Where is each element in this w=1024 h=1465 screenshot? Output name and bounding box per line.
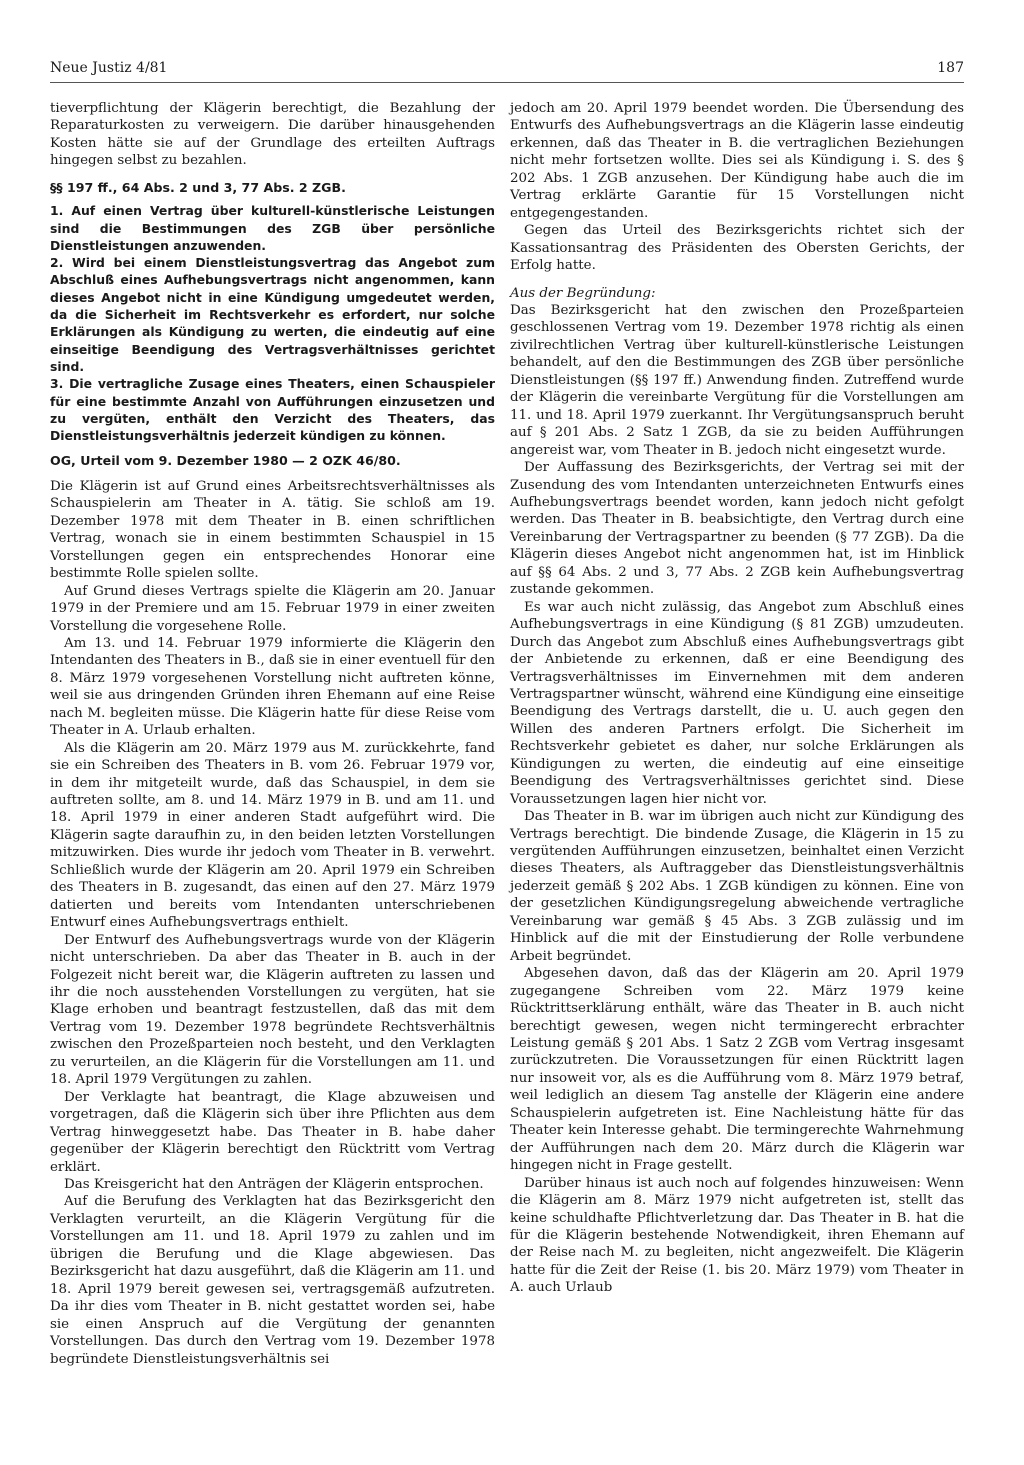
- paragraph: Der Entwurf des Aufhebungsvertrags wurde von der Klägerin nicht unterschrieben. Da aber das Theater in B. auch in der Folgezeit nicht bereit war, die Klägerin auftreten zu lassen und ihr die noch ausstehenden Vorstellungen zu vergüten, hat sie Klage erhoben und beantragt festzustellen, daß das mit dem Vertrag vom 19. Dezember 1978 begründete Rechtsverhältnis zwischen den Prozeßparteien noch besteht, und den Verklagten zu verurteilen, an die Klägerin für die Vorstellungen am 11. und 18. April 1979 Vergütungen zu zahlen.: [50, 932, 495, 1088]
- continued-paragraph: tieverpflichtung der Klägerin berechtigt, die Bezahlung der Reparaturkosten zu verweigern. Die darüber hinausgehenden Kosten hätte sie auf der Grundlage des erteilten Auftrags hingegen selbst zu bezahlen.: [50, 101, 495, 169]
- paragraph: Gegen das Urteil des Bezirksgerichts richtet sich der Kassationsantrag des Präsidenten des Obersten Gerichts, der Erfolg hatte.: [510, 223, 964, 274]
- paragraph: Das Kreisgericht hat den Anträgen der Klägerin entsprochen.: [64, 1177, 484, 1192]
- paragraph: Der Auffassung des Bezirksgerichts, der Vertrag sei mit der Zusendung des vom Intendanten unterzeichneten Entwurfs eines Aufhebungsvertrags beendet worden, kann jedoch nicht gefolgt werden. Das Theater in B. beabsichtigte, den Vertrag durch eine Vereinbarung der Vertragspartner zu beenden (§ 77 ZGB). Da die Klägerin dieses Angebot nicht angenommen hat, ist im Hinblick auf §§ 64 Abs. 2 und 3, 77 Abs. 2 ZGB kein Aufhebungsvertrag zustande gekommen.: [510, 460, 964, 598]
- case-reference: OG, Urteil vom 9. Dezember 1980 — 2 OZK 46/80.: [50, 453, 401, 469]
- paragraph: Auf Grund dieses Vertrags spielte die Klägerin am 20. Januar 1979 in der Premiere und am 15. Februar 1979 in einer zweiten Vorstellung die vorgesehene Rolle.: [50, 583, 495, 634]
- left-column: [50, 100, 495, 1368]
- paragraph: Abgesehen davon, daß das der Klägerin am 20. April 1979 zugegangene Schreiben vom 22. März 1979 keine Rücktrittserklärung enthält, wäre das Theater in B. auch nicht berechtigt gewesen, wegen nicht termingerecht erbrachter Leistung gemäß § 201 Abs. 1 Satz 2 ZGB vom Vertrag insgesamt zurückzutreten. Die Voraussetzungen für einen Rücktritt lagen nur insoweit vor, als es die Aufführung vom 8. März 1979 betraf, weil lediglich an diesem Tag anstelle der Klägerin eine andere Schauspielerin aufgetreten ist. Eine Nachleistung hätte für das Theater kein Interesse gehabt. Die termingerechte Wahrnehmung der Aufführungen nach dem 20. März durch die Klägerin war hingegen nicht in Frage gestellt.: [510, 966, 964, 1174]
- leitsatz-1: 1. Auf einen Vertrag über kulturell-künstlerische Leistungen sind die Bestimmungen des ZGB über persönliche Dienstleistungen anzuwenden.: [50, 203, 495, 253]
- right-column: [510, 100, 964, 1297]
- paragraph: Darüber hinaus ist auch noch auf folgendes hinzuweisen: Wenn die Klägerin am 8. März 1979 nicht aufgetreten ist, stellt das keine schuldhafte Pflichtverletzung dar. Das Theater in B. hat die für die Klägerin bestehende Notwendigkeit, ihren Ehemann auf der Reise nach M. zu begleiten, nicht angezweifelt. Die Klägerin hatte für die Zeit der Reise (1. bis 20. März 1979) vom Theater in A. auch Urlaub: [510, 1175, 964, 1296]
- paragraph: Die Klägerin ist auf Grund eines Arbeitsrechtsverhältnisses als Schauspielerin am Theater in A. tätig. Sie schloß am 19. Dezember 1978 mit dem Theater in B. einen schriftlichen Vertrag, wonach sie in einem bestimmten Schauspiel in 15 Vorstellungen gegen ein entsprechendes Honorar eine bestimmte Rolle spielen sollte.: [50, 478, 495, 582]
- paragraph: Am 13. und 14. Februar 1979 informierte die Klägerin den Intendanten des Theaters in B., daß sie in einer eventuell für den 8. März 1979 vorgesehenen Vorstellung nicht auftreten könne, weil sie aus dringenden Gründen ihren Ehemann auf eine Reise nach M. begleiten müsse. Die Klägerin hatte für diese Reise vom Theater in A. Urlaub erhalten.: [50, 635, 495, 739]
- leitsatz-2: 2. Wird bei einem Dienstleistungsvertrag das Angebot zum Abschluß eines Aufhebungsvertrags nicht angenommen, kann dieses Angebot nicht in eine Kündigung umgedeutet werden, da die Sicherheit im Rechtsverkehr es erfordert, nur solche Erklärungen als Kündigung zu werten, die eindeutig auf eine einseitige Beendigung des Vertragsverhältnisses gerichtet sind.: [50, 255, 495, 374]
- leitsatz-3: 3. Die vertragliche Zusage eines Theaters, einen Schauspieler für eine bestimmte Anzahl von Aufführungen einzusetzen und zu vergüten, enthält den Verzicht des Theaters, das Dienstleistungsverhältnis jederzeit kündigen zu können.: [50, 376, 495, 444]
- paragraph: Der Verklagte hat beantragt, die Klage abzuweisen und vorgetragen, daß die Klägerin sich über ihre Pflichten aus dem Vertrag hinweggesetzt habe. Das Theater in B. habe daher gegenüber der Klägerin berechtigt den Rücktritt vom Vertrag erklärt.: [50, 1089, 495, 1175]
- paragraph: Das Theater in B. war im übrigen auch nicht zur Kündigung des Vertrags berechtigt. Die bindende Zusage, die Klägerin in 15 zu vergütenden Aufführungen einzusetzen, beinhaltet einen Verzicht dieses Theaters, als Auftraggeber das Dienstleistungsverhältnis jederzeit gemäß § 202 Abs. 1 ZGB kündigen zu können. Eine von der gesetzlichen Kündigungsregelung abweichende vertragliche Vereinbarung war gemäß § 45 Abs. 3 ZGB zulässig und im Hinblick auf die mit der Einstudierung der Rolle verbundene Arbeit begründet.: [510, 809, 964, 964]
- paragraph: Das Bezirksgericht hat den zwischen den Prozeßparteien geschlossenen Vertrag vom 19. Dezember 1978 richtig als einen zivilrechtlichen Vertrag über kulturell-künstlerische Leistungen behandelt, auf den die Bestimmungen des ZGB über persönliche Dienstleistungen (§§ 197 ff.) Anwendung finden. Zutreffend wurde der Klägerin die vereinbarte Vergütung für die Vorstellungen am 11. und 18. April 1979 zuerkannt. Ihr Vergütungsanspruch beruht auf § 201 Abs. 2 Satz 1 ZGB, da sie zu beiden Aufführungen angereist war, vom Theater in B. jedoch nicht eingesetzt wurde.: [510, 302, 964, 458]
- continued-paragraph: jedoch am 20. April 1979 beendet worden. Die Übersendung des Entwurfs des Aufhebungsvertrags an die Klägerin lasse eindeutig erkennen, daß das Theater in B. die vertraglichen Beziehungen nicht mehr fortsetzen wollte. Dies sei als Kündigung i. S. des § 202 Abs. 1 ZGB anzusehen. Der Kündigung habe auch die im Vertrag erklärte Garantie für 15 Vorstellungen nicht entgegengestanden.: [510, 101, 964, 221]
- law-reference: §§ 197 ff., 64 Abs. 2 und 3, 77 Abs. 2 ZGB.: [50, 179, 346, 195]
- paragraph: Auf die Berufung des Verklagten hat das Bezirksgericht den Verklagten verurteilt, an die Klägerin Vergütung für die Vorstellungen am 11. und 18. April 1979 zu zahlen und im übrigen die Berufung und die Klage abgewiesen. Das Bezirksgericht hat dazu ausgeführt, daß die Klägerin am 11. und 18. April 1979 bereit gewesen sei, vertragsgemäß aufzutreten. Da ihr dies vom Theater in B. nicht gestattet worden sei, habe sie einen Anspruch auf die Vergütung der genannten Vorstellungen. Das durch den Vertrag vom 19. Dezember 1978 begründete Dienstleistungsverhältnis sei: [50, 1194, 495, 1367]
- page-header: [50, 58, 964, 83]
- paragraph: Es war auch nicht zulässig, das Angebot zum Abschluß eines Aufhebungsvertrags in eine Kündigung (§ 81 ZGB) umzudeuten. Durch das Angebot zum Abschluß eines Aufhebungsvertrags gibt der Anbietende zu erkennen, daß er eine Beendigung des Vertragsverhältnisses im Einvernehmen mit dem anderen Vertragspartner wünscht, während eine Kündigung eine einseitige Beendigung des Vertrags darstellt, die u. U. auch gegen den Willen des anderen Partners erfolgt. Die Sicherheit im Rechtsverkehr gebietet es daher, nur solche Erklärungen als Kündigungen zu werten, die eindeutig auf eine einseitige Beendigung des Vertragsverhältnisses gerichtet sind. Diese Voraussetzungen lagen hier nicht vor.: [510, 599, 964, 807]
- journal-title: Neue Justiz 4/81: [50, 60, 168, 76]
- page-number: 187: [937, 60, 964, 76]
- paragraph: Als die Klägerin am 20. März 1979 aus M. zurückkehrte, fand sie ein Schreiben des Theaters in B. vom 26. Februar 1979 vor, in dem ihr mitgeteilt wurde, daß das Schauspiel, in dem sie auftreten sollte, am 8. und 14. März 1979 in B. und am 11. und 18. April 1979 in einer anderen Stadt aufgeführt wird. Die Klägerin sagte daraufhin zu, in den beiden letzten Vorstellungen mitzuwirken. Dies wurde ihr jedoch vom Theater in B. verwehrt. Schließlich wurde der Klägerin am 20. April 1979 ein Schreiben des Theaters in B. zugesandt, das einen auf den 27. März 1979 datierten und bereits vom Intendanten unterschriebenen Entwurf eines Aufhebungsvertrags enthielt.: [50, 740, 495, 931]
- section-subheading: Aus der Begründung:: [510, 285, 656, 301]
